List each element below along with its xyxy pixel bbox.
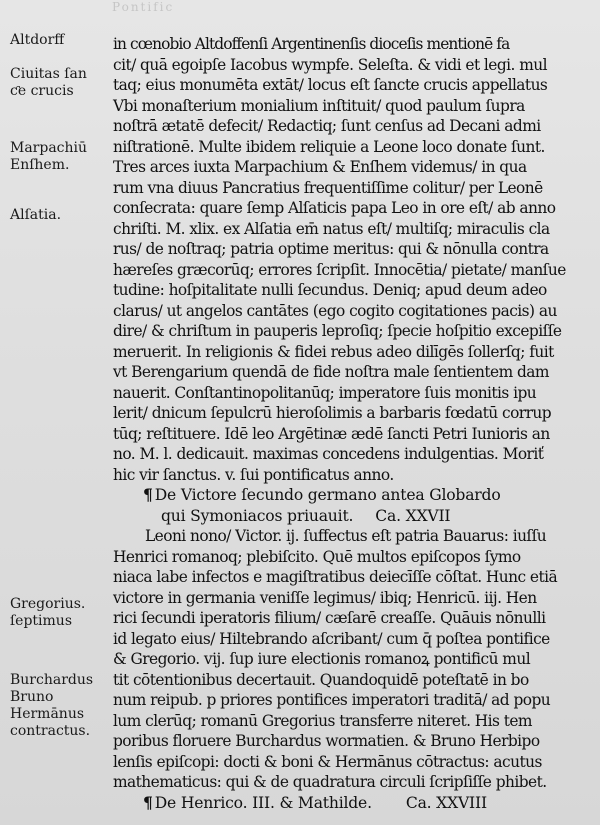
text-line: tūq; reſtituere. Idē leo Argētinæ ædē ſancti Petri Iunioris an	[113, 424, 550, 443]
chapter-number: Ca. XXVII	[375, 506, 451, 525]
text-line: Henrici romanoq; plebiſcito. Quē multos epiſcopos ſymo	[113, 547, 521, 566]
pilcrow-mark: ¶	[143, 792, 153, 812]
text-line: conſecrata: quare ſemp Alſaticis papa Leo in ore eſt/ ab anno	[113, 199, 556, 217]
text-line: cit/ quā egoipſe Iacobus wympfe. Seleſta. & vidi et legi. mul	[113, 55, 547, 74]
text-line: no. M. l. dedicauit. maximas concedens indulgentias. Moriť	[113, 445, 544, 463]
margin-note-ciuitas: Ciuitas ſan ƈe crucis	[10, 66, 87, 99]
chapter-title-cont: qui Symoniacos priuauit.	[161, 506, 354, 525]
text-line: hæreſes græcorūq; errores ſcripſit. Innocētia/ pietate/ manſue	[113, 260, 566, 279]
text-line: vt Berengarium quendā de fide noſtra male ſentientem dam	[113, 363, 549, 381]
margin-note-marpachium: Marpachiū Enſhem.	[10, 140, 88, 173]
text-line: niſtrationē. Multe ibidem reliquie a Leone loco donate ſunt.	[113, 137, 545, 156]
text-line: lerit/ dnicum ſepulcrū hieroſolimis a barbaris fœdatū corrup	[113, 404, 552, 422]
text-line: chriſti. M. xlix. ex Alſatia em̄ natus eſt/ multiſq; miraculis cla	[113, 219, 550, 238]
chapter-title: De Henrico. III. & Mathilde.	[154, 793, 372, 812]
text-line: rici ſecundi iperatoris filium/ cæſarē creaſſe. Quāuis nōnulli	[113, 609, 546, 627]
text-line: Leoni nono/ Victor. ij. ſuffectus eſt patria Bauarus: iuſſu	[145, 527, 547, 545]
text-line: meruerit. In religionis & fidei rebus adeo dilīgēs ſollerſq; fuit	[113, 342, 554, 361]
pilcrow-mark: ¶	[143, 485, 153, 504]
margin-note-altdorff: Altdorff	[10, 32, 65, 48]
chapter-heading-xxviii	[113, 793, 595, 814]
text-line: in cœnobio Altdoffenſi Argentinenſis dioceſis mentionē fa	[113, 35, 510, 53]
text-line: Tres arces iuxta Marpachium & Enſhem videmus/ in qua	[113, 158, 527, 176]
text-line: victore in germania veniſſe legimus/ ibiq; Henricū. iij. Hen	[113, 588, 537, 607]
bleed-through-text: Pontific	[112, 0, 175, 14]
text-line: id legato eius/ Hiltebrando aſcribant/ cum q̄ poſtea pontifice	[113, 629, 550, 648]
text-line: num reipub. p priores pontifices imperatori traditā/ ad popu	[113, 691, 551, 709]
text-line: tit cōtentionibus decertauit. Quandoquidē poteſtatē in bo	[113, 670, 529, 689]
text-line: mathematicus: qui & de quadratura circuli ſcripſiſſe phibet.	[113, 773, 547, 791]
chapter-number: Ca. XXVIII	[405, 793, 487, 812]
margin-note-gregorius: Gregorius. ſeptimus	[10, 596, 86, 629]
text-line: dire/ & chriſtum in pauperis leproſiq; ſpecie hoſpitio excepiſſe	[113, 322, 562, 340]
chapter-heading-xxvii	[113, 485, 595, 506]
chapter-heading-xxvii-line2	[113, 506, 595, 527]
text-line: hic vir ſanctus. v. ſui pontificatus anno.	[113, 465, 394, 484]
text-line: taq; eius monumēta extāt/ locus eſt ſancte crucis appellatus	[113, 76, 548, 94]
margin-notes	[10, 0, 110, 825]
text-line: nauerit. Conſtantinopolitanūq; imperatore ſuis monitis ipu	[113, 383, 537, 402]
text-line: rus/ de noſtraq; patria optime meritus: qui & nōnulla contra	[113, 240, 549, 258]
text-line: & Gregorio. vij. ſup iure electionis romanoꝝ pontificū mul	[113, 650, 531, 668]
text-line: Vbi monaſterium monialium inſtituit/ quod paulum ſupra	[113, 96, 525, 115]
margin-note-burchardus: Burchardus Bruno Hermānus contractus.	[10, 672, 94, 739]
text-line: poribus floruere Burchardus wormatien. & Bruno Herbipo	[113, 732, 540, 750]
margin-note-alsatia: Alſatia.	[10, 207, 62, 223]
text-line: noſtrā ætatē defecit/ Redactiq; ſunt cenſus ad Decani admi	[113, 117, 541, 135]
text-line: niaca labe infectos e magiſtratibus deiecīſſe cōſtat. Hunc etiā	[113, 568, 558, 586]
text-line: clarus/ ut angelos cantātes (ego cogito cogitationes pacis) au	[113, 301, 557, 320]
text-line: lenſis epiſcopi: docti & boni & Hermānus cōtractus: acutus	[113, 752, 542, 771]
main-text-block	[113, 34, 595, 813]
text-line: lum clerūq; romanū Gregorius transferre niteret. His tem	[113, 711, 532, 730]
text-line: tudine: hoſpitalitate nulli ſecundus. Deniq; apud deum adeo	[113, 281, 547, 299]
chapter-title: De Victore ſecundo germano antea Globardo	[154, 486, 501, 504]
text-line: rum vna diuus Pancratius frequentiſſime colitur/ per Leonē	[113, 178, 543, 197]
